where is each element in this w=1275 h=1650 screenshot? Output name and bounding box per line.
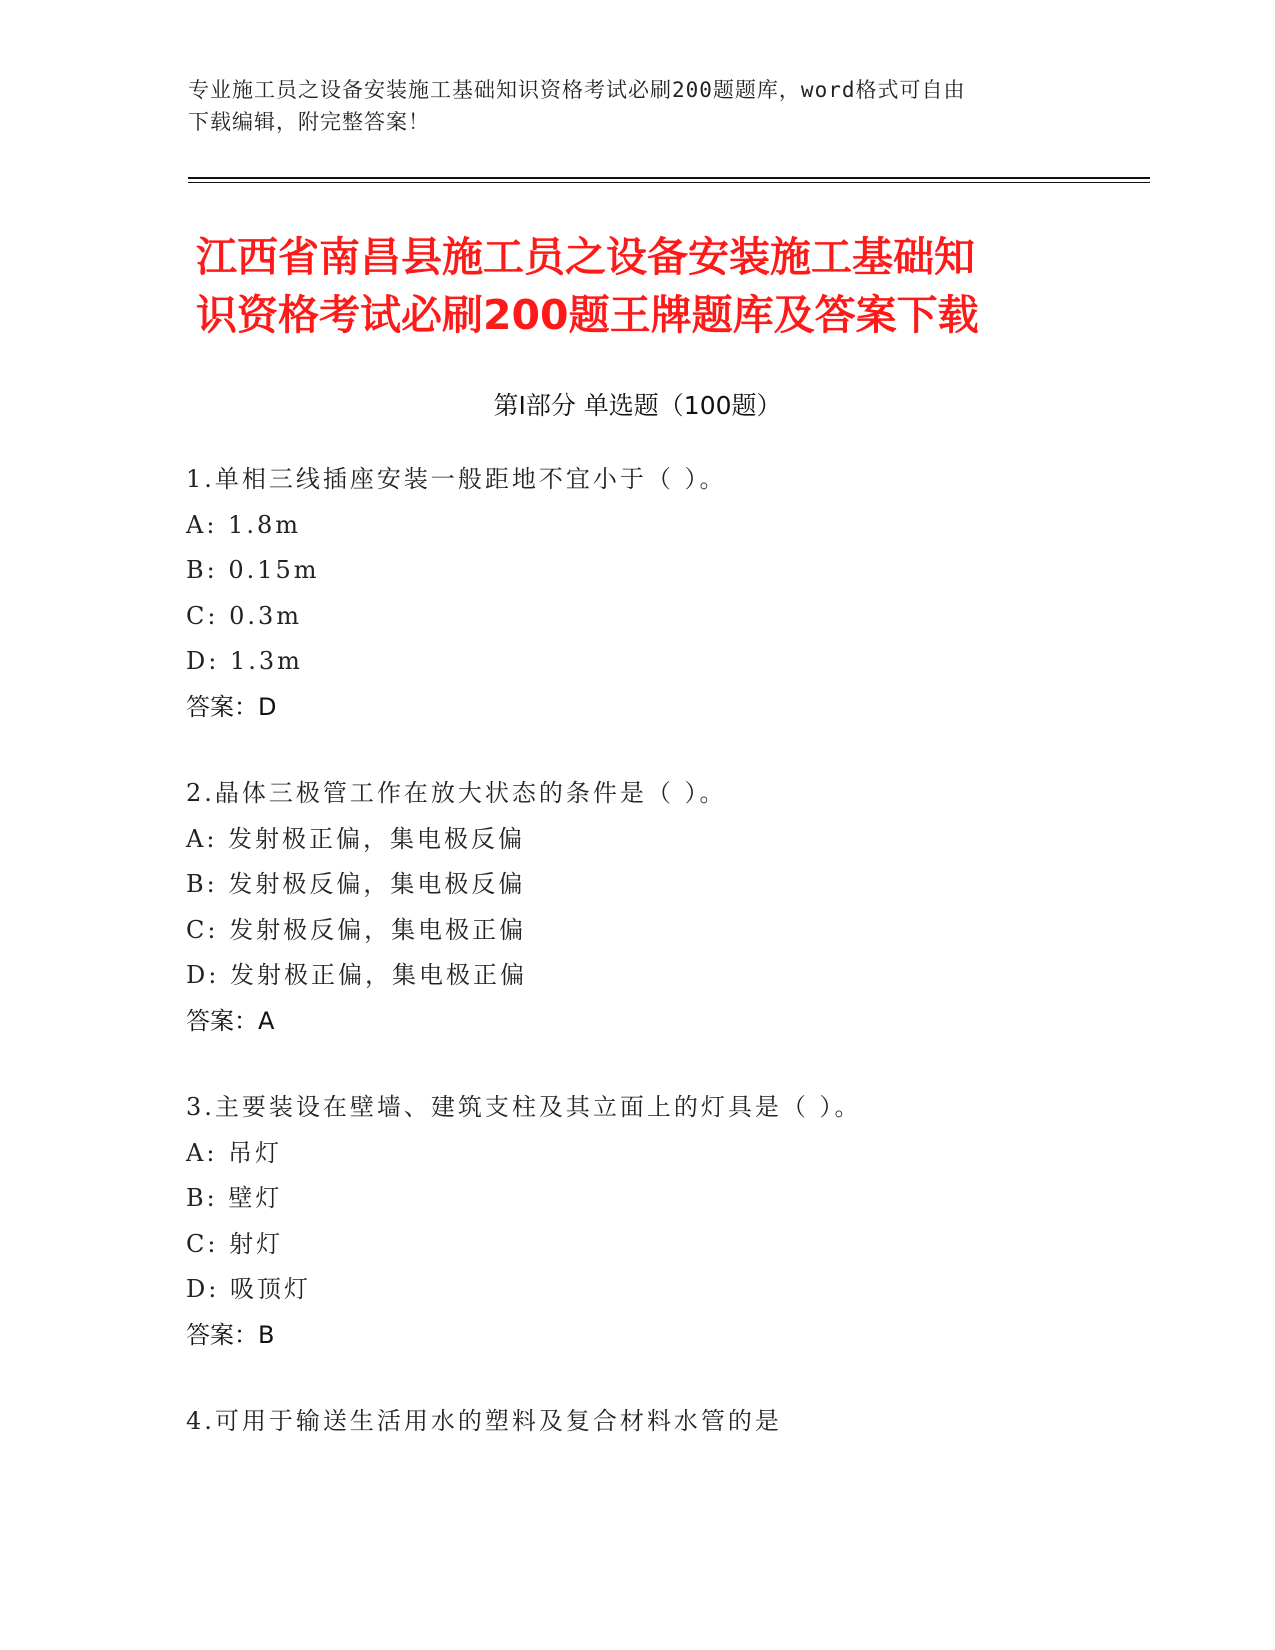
option-c: C: 发射极反偏，集电极正偏 (186, 915, 527, 944)
option-c: C: 0.3m (186, 601, 303, 630)
option-b: B: 壁灯 (186, 1184, 283, 1212)
question-text: 1.单相三线插座安装一般距地不宜小于（ ）。 (186, 465, 727, 493)
header-note (188, 74, 1088, 138)
document-title-line-2: 识资格考试必刷200题王牌题库及答案下载 (196, 291, 979, 339)
option-d: D: 吸顶灯 (186, 1275, 311, 1303)
question-2 (186, 771, 1186, 1044)
option-d: D: 发射极正偏，集电极正偏 (186, 961, 527, 989)
option-b: B: 发射极反偏，集电极反偏 (186, 870, 526, 898)
question-1 (186, 457, 1186, 730)
option-a: A: 吊灯 (186, 1138, 283, 1167)
question-text: 2.晶体三极管工作在放大状态的条件是（ ）。 (186, 779, 727, 807)
section-title: 第Ⅰ部分 单选题（100题） (493, 391, 782, 420)
answer: 答案：A (186, 1006, 275, 1035)
option-b: B: 0.15m (186, 556, 320, 584)
option-a: A: 1.8m (186, 510, 301, 539)
header-note-line-1: 专业施工员之设备安装施工基础知识资格考试必刷200题题库，word格式可自由 (188, 78, 966, 102)
header-divider-thin (188, 182, 1150, 183)
option-d: D: 1.3m (186, 647, 303, 675)
question-text: 3.主要装设在壁墙、建筑支柱及其立面上的灯具是（ ）。 (186, 1093, 862, 1121)
option-a: A: 发射极正偏，集电极反偏 (186, 824, 526, 853)
option-c: C: 射灯 (186, 1229, 284, 1258)
answer: 答案：B (186, 1320, 275, 1349)
question-4 (186, 1399, 1186, 1445)
answer: 答案：D (186, 692, 277, 721)
question-3 (186, 1085, 1186, 1358)
header-divider-thick (188, 177, 1150, 179)
question-text: 4.可用于输送生活用水的塑料及复合材料水管的是 (186, 1407, 782, 1435)
document-title-line-1: 江西省南昌县施工员之设备安装施工基础知 (196, 233, 975, 281)
document-title (196, 228, 1116, 344)
header-note-line-2: 下载编辑，附完整答案！ (188, 110, 430, 134)
